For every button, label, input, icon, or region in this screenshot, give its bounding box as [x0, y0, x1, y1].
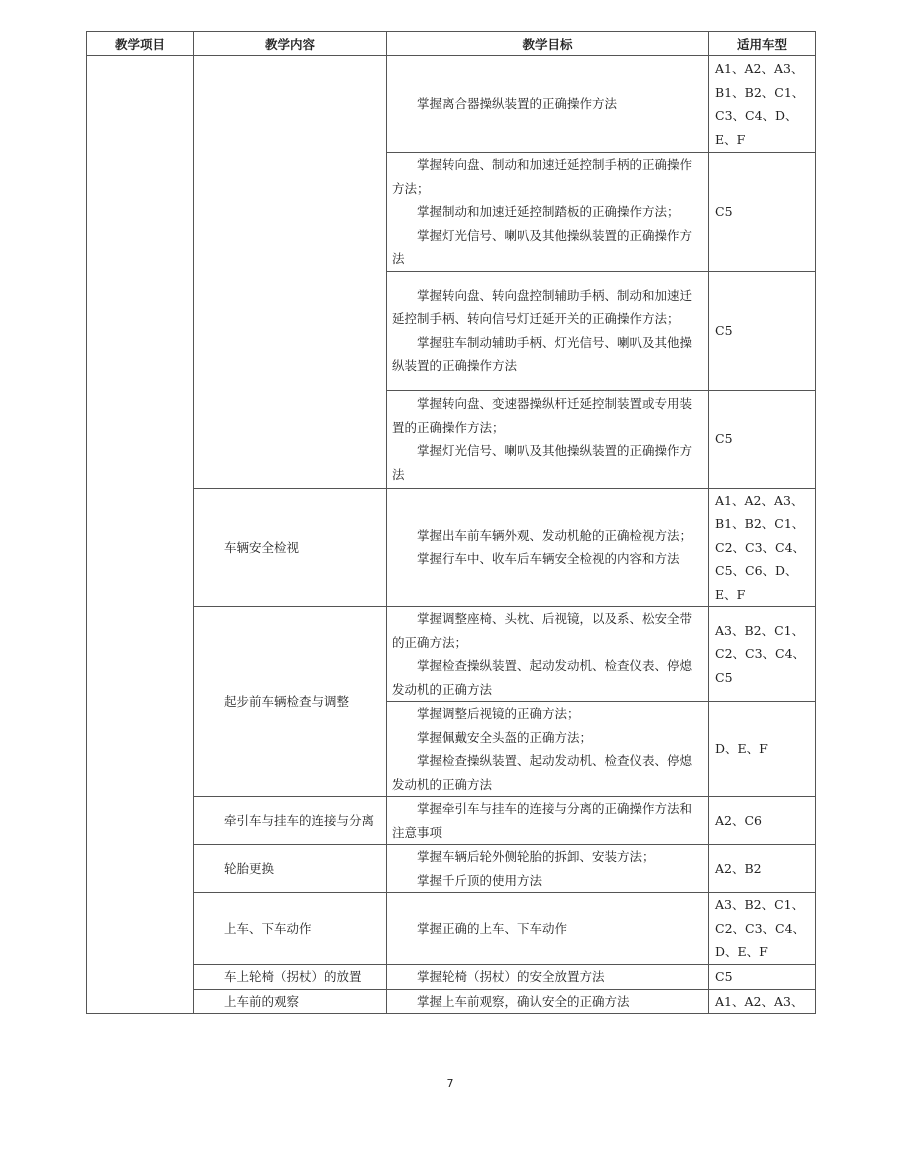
header-vehicle: 适用车型 [709, 32, 816, 56]
header-content: 教学内容 [194, 32, 387, 56]
vehicle-cell: D、E、F [709, 702, 816, 797]
table-row [87, 965, 816, 990]
goal-line: 掌握离合器操纵装置的正确操作方法 [417, 96, 618, 112]
goal-line: 掌握转向盘、变速器操纵杆迁延控制装置或专用装置的正确操作方法； [392, 396, 693, 435]
content-cell: 轮胎更换 [194, 845, 387, 893]
vehicle-cell: A1、A2、A3、B1、B2、C1、C3、C4、D、E、F [709, 56, 816, 153]
goal-cell [387, 702, 709, 797]
table-row [87, 893, 816, 965]
vehicle-cell: A2、C6 [709, 797, 816, 845]
vehicle-cell: A3、B2、C1、C2、C3、C4、C5 [709, 607, 816, 702]
goal-line: 掌握转向盘、转向盘控制辅助手柄、制动和加速迁延控制手柄、转向信号灯迁延开关的正确操作方法； [392, 287, 693, 326]
goal-line: 掌握检查操纵装置、起动发动机、检查仪表、停熄发动机的正确方法 [392, 658, 693, 697]
goal-line: 掌握灯光信号、喇叭及其他操纵装置的正确操作方法 [392, 227, 693, 266]
header-goal: 教学目标 [387, 32, 709, 56]
table-row [87, 845, 816, 893]
goal-cell [387, 797, 709, 845]
vehicle-cell: A1、A2、A3、 [709, 989, 816, 1014]
goal-line: 掌握调整后视镜的正确方法； [417, 706, 580, 721]
goal-cell [387, 607, 709, 702]
goal-line: 掌握行车中、收车后车辆安全检视的内容和方法 [417, 551, 680, 567]
goal-line: 掌握灯光信号、喇叭及其他操纵装置的正确操作方法 [392, 443, 693, 482]
vehicle-cell: C5 [709, 965, 816, 990]
goal-line: 掌握制动和加速迁延控制踏板的正确操作方法； [417, 204, 680, 219]
vehicle-cell: C5 [709, 271, 816, 390]
table-row [87, 989, 816, 1014]
goal-cell [387, 56, 709, 153]
goal-line: 掌握检查操纵装置、起动发动机、检查仪表、停熄发动机的正确方法 [392, 753, 693, 792]
goal-line: 掌握上车前观察，确认安全的正确方法 [417, 993, 630, 1009]
vehicle-cell: A3、B2、C1、C2、C3、C4、D、E、F [709, 893, 816, 965]
vehicle-cell: C5 [709, 390, 816, 488]
goal-line: 掌握千斤顶的使用方法 [417, 872, 543, 888]
goal-cell [387, 153, 709, 272]
project-cell [87, 56, 194, 1014]
goal-cell [387, 893, 709, 965]
vehicle-cell: A1、A2、A3、B1、B2、C1、C2、C3、C4、C5、C6、D、E、F [709, 488, 816, 607]
goal-line: 掌握轮椅（拐杖）的安全放置方法 [417, 969, 605, 984]
content-cell: 上车、下车动作 [194, 893, 387, 965]
goal-line: 掌握佩戴安全头盔的正确方法； [417, 729, 593, 745]
goal-line: 掌握正确的上车、下车动作 [417, 920, 568, 936]
content-cell [194, 56, 387, 489]
table-row [87, 607, 816, 702]
header-project: 教学项目 [87, 32, 194, 56]
goal-line: 掌握车辆后轮外侧轮胎的拆卸、安装方法； [417, 849, 655, 864]
goal-cell [387, 271, 709, 390]
goal-cell [387, 845, 709, 893]
vehicle-cell: C5 [709, 153, 816, 272]
table-row [87, 56, 816, 153]
content-cell: 牵引车与挂车的连接与分离 [194, 797, 387, 845]
goal-line: 掌握驻车制动辅助手柄、灯光信号、喇叭及其他操纵装置的正确操作方法 [392, 334, 693, 373]
goal-cell [387, 965, 709, 990]
content-cell: 上车前的观察 [194, 989, 387, 1014]
table-row [87, 797, 816, 845]
goal-cell [387, 488, 709, 607]
content-cell: 起步前车辆检查与调整 [194, 607, 387, 797]
goal-cell [387, 989, 709, 1014]
content-cell: 车辆安全检视 [194, 488, 387, 607]
teaching-table [86, 31, 816, 1014]
header-row [87, 32, 816, 56]
goal-line: 掌握转向盘、制动和加速迁延控制手柄的正确操作方法； [392, 157, 693, 196]
table-row [87, 488, 816, 607]
goal-cell [387, 390, 709, 488]
page-number: 7 [446, 1077, 454, 1090]
vehicle-cell: A2、B2 [709, 845, 816, 893]
goal-line: 掌握调整座椅、头枕、后视镜，以及系、松安全带的正确方法； [392, 611, 693, 650]
goal-line: 掌握出车前车辆外观、发动机舱的正确检视方法； [417, 527, 693, 543]
goal-line: 掌握牵引车与挂车的连接与分离的正确操作方法和注意事项 [392, 801, 693, 840]
content-cell: 车上轮椅（拐杖）的放置 [194, 965, 387, 990]
